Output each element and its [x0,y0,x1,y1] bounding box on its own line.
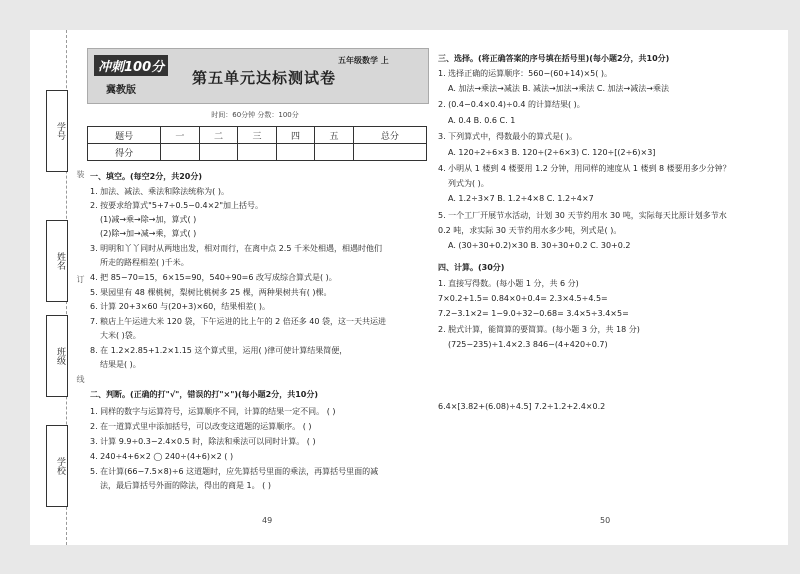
section-heading: 三、选择。(将正确答案的序号填在括号里)(每小题2分，共10分) [438,54,670,63]
exam-title: 第五单元达标测试卷 [192,69,337,87]
fold-mark-3: 线 [76,375,85,383]
question-line: 4. 把 85−70=15，6×15=90，540÷90=6 改写成综合算式是( )。 [90,273,337,282]
school-box [46,425,68,507]
score-cell [353,144,426,161]
page-number-left: 49 [262,516,273,525]
question-line: 大米( )袋。 [100,331,141,340]
question-line: 2. 脱式计算，能简算的要简算。(每小题 3 分，共 18 分) [438,325,640,334]
question-line: 法，最后算括号外面的除法，得出的商是 1。 ( ) [100,481,271,490]
grade-label: 五年级数学 上 [338,56,389,65]
question-line: 1. 同样的数字与运算符号，运算顺序不同，计算的结果一定不同。 ( ) [90,407,336,416]
question-line: 5. 在计算(66−7.5×8)÷6 这道题时，应先算括号里面的乘法，再算括号里面的减 [90,467,379,476]
student-id-label: 学号 [55,122,65,140]
question-line: A. 120÷2÷6×3 B. 120÷(2÷6×3) C. 120÷[(2÷6)×3] [448,148,656,157]
score-table-score-row [88,144,427,161]
title-banner [87,48,429,104]
question-line: (725−235)÷1.4×2.3 846−(4+420÷0.7) [448,340,608,349]
question-line: A. 加法→乘法→减法 B. 减法→加法→乘法 C. 加法→减法→乘法 [448,84,669,93]
question-line: 7×0.2+1.5= 0.84×0÷0.4= 2.3×4.5÷4.5= [438,294,608,303]
question-line: 列式为( )。 [448,179,489,188]
score-cell: 得分 [88,144,161,161]
score-cell: 二 [199,127,238,144]
score-cell [199,144,238,161]
class-box [46,315,68,397]
score-cell [238,144,277,161]
question-line: 2. (0.4−0.4×0.4)÷0.4 的计算结果( )。 [438,100,585,109]
question-line: 2. 按要求给算式"5+7÷0.5−0.4×2"加上括号。 [90,201,264,210]
question-line: 4. 小明从 1 楼到 4 楼要用 1.2 分钟，用同样的速度从 1 楼到 8 楼要用多少分钟？ [438,164,731,173]
question-line: (1)减→乘→除→加，算式( ) [100,215,197,224]
score-cell: 五 [315,127,354,144]
question-line: (2)除→加→减→乘，算式( ) [100,229,197,238]
question-line: 2. 在一道算式里中添加括号，可以改变这道题的运算顺序。 ( ) [90,422,312,431]
score-table-header-row [88,127,427,144]
score-cell [276,144,315,161]
page-number-right: 50 [600,516,611,525]
question-line: 5. 一个工厂开展节水活动，计划 30 天节约用水 30 吨，实际每天比原计划多节水 [438,211,727,220]
section-heading: 二、判断。(正确的打"√"，错误的打"×")(每小题2分，共10分) [90,390,319,399]
score-cell: 三 [238,127,277,144]
question-line: 0.2 吨，求实际 30 天节约用水多少吨，列式是( )。 [438,226,622,235]
score-table [87,126,427,161]
score-cell: 四 [276,127,315,144]
question-line: 结果是( )。 [100,360,141,369]
section-heading: 四、计算。(30分) [438,263,505,272]
edition-label: 冀教版 [106,85,136,96]
score-cell: 题号 [88,127,161,144]
name-box [46,220,68,302]
score-cell: 总分 [353,127,426,144]
question-line: 8. 在 1.2×2.85+1.2×1.15 这个算式里，运用( )律可使计算结果简便， [90,346,348,355]
question-line: 1. 选择正确的运算顺序：560−(60+14)×5( )。 [438,69,613,78]
question-line: A. 0.4 B. 0.6 C. 1 [448,116,516,125]
score-cell [161,144,200,161]
question-line: 1. 加法、减法、乘法和除法统称为( )。 [90,187,229,196]
exam-info: 时间：60分钟 分数：100分 [211,111,299,119]
question-line: 7. 粮店上午运进大米 120 袋，下午运进的比上午的 2 倍还多 40 袋，这一天共运进 [90,317,386,326]
student-id-box [46,90,68,172]
score-cell: 一 [161,127,200,144]
question-line: 所走的路程相差( )千米。 [100,258,189,267]
question-line: A. (30÷30+0.2)×30 B. 30÷30+0.2 C. 30+0.2 [448,241,631,250]
question-line: 1. 直接写得数。(每小题 1 分，共 6 分) [438,279,579,288]
question-line: 3. 下列算式中，得数最小的算式是( )。 [438,132,577,141]
section-heading: 一、填空。(每空2分，共20分) [90,172,203,181]
question-line: 6. 计算 20+3×60 与(20+3)×60，结果相差( )。 [90,302,270,311]
question-line: 3. 明明和丫丫同时从两地出发，相对而行，在离中点 2.5 千米处相遇，相遇时他们 [90,244,382,253]
brand-logo: 冲刺100分 [94,55,168,76]
question-line: 5. 果园里有 48 棵桃树，梨树比桃树多 25 棵，两种果树共有( )棵。 [90,288,332,297]
school-label: 学校 [55,457,65,475]
question-line: 7.2−3.1×2= 1−9.0÷32−0.68= 3.4×5÷3.4×5= [438,309,629,318]
question-line: 4. 240÷4+6×2 ◯ 240÷(4+6)×2 ( ) [90,452,234,461]
exam-sheet [30,30,788,545]
question-line: A. 1.2÷3×7 B. 1.2÷4×8 C. 1.2÷4×7 [448,194,594,203]
question-line: 3. 计算 9.9÷0.3−2.4×0.5 时，除法和乘法可以同时计算。 ( ) [90,437,316,446]
score-cell [315,144,354,161]
class-label: 班级 [55,347,65,365]
question-line: 6.4×[3.82+(6.08)÷4.5] 7.2÷1.2+2.4×0.2 [438,402,606,411]
fold-mark-2: 订 [76,275,85,283]
fold-mark-1: 装 [76,170,85,178]
name-label: 姓名 [55,252,65,270]
